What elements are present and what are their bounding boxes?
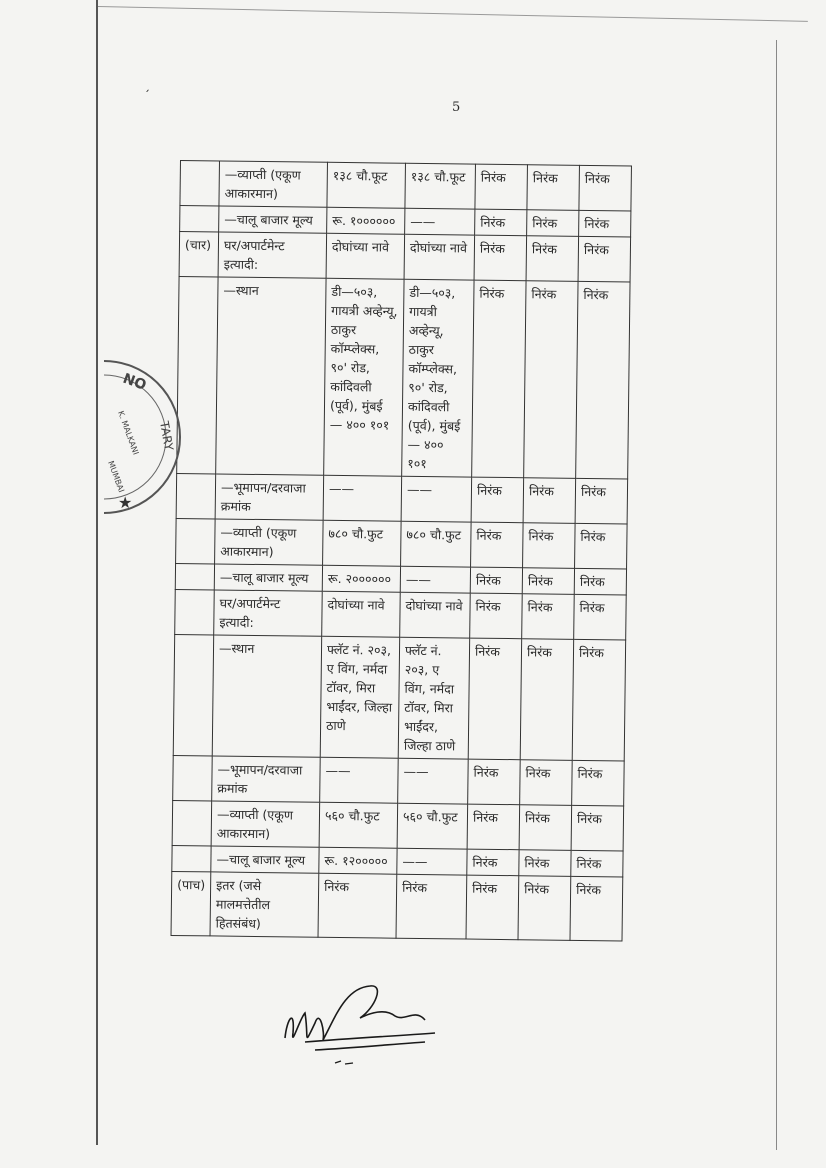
col-applicant-cell: दोघांच्या नावे: [322, 591, 401, 637]
col-dependent3-cell: निरंक: [572, 760, 625, 806]
page-edge-right: [776, 40, 777, 1150]
row-description-cell: —व्याप्ती (एकूण आकारमान): [219, 161, 328, 207]
table-row: [177, 276, 630, 478]
col-spouse-cell: डी—५०३, गायत्री अव्हेन्यू, ठाकुर कॉम्प्लेक्स, ९०' रोड, कांदिवली (पूर्व), मुंबई — ४०० १०१: [402, 279, 474, 477]
row-description-cell: घर/अपार्टमेन्ट इत्यादी:: [214, 590, 323, 636]
row-number-cell: [175, 589, 215, 634]
col-spouse-cell: ——: [405, 208, 475, 235]
col-dependent1-cell: निरंक: [470, 567, 522, 594]
col-dependent1-cell: निरंक: [474, 235, 527, 281]
table-row: [179, 232, 631, 283]
col-dependent2-cell: निरंक: [527, 210, 579, 237]
row-number-cell: [180, 161, 220, 206]
svg-text:K. MALKANI: K. MALKANI: [116, 409, 141, 456]
row-description-cell: —भूमापन/दरवाजा क्रमांक: [212, 756, 321, 802]
col-applicant-cell: निरंक: [318, 873, 397, 938]
row-number-cell: [172, 800, 212, 845]
svg-text:NO: NO: [120, 370, 149, 394]
col-dependent2-cell: निरंक: [522, 568, 574, 595]
col-dependent2-cell: निरंक: [524, 281, 578, 479]
row-number-cell: (चार): [179, 232, 219, 277]
table-row: [175, 589, 627, 640]
col-dependent1-cell: निरंक: [475, 209, 527, 236]
row-description-cell: —भूमापन/दरवाजा क्रमांक: [215, 474, 324, 520]
col-dependent3-cell: निरंक: [570, 876, 623, 941]
col-applicant-cell: ——: [320, 757, 399, 803]
col-applicant-cell: रू. २००००००: [322, 565, 400, 592]
col-applicant-cell: ५६० चौ.फुट: [319, 802, 398, 848]
col-dependent2-cell: निरंक: [520, 639, 573, 761]
table-row: [180, 161, 632, 212]
col-dependent1-cell: निरंक: [467, 849, 519, 876]
col-spouse-cell: ——: [401, 476, 472, 522]
col-dependent2-cell: निरंक: [518, 876, 571, 941]
row-description-cell: —व्याप्ती (एकूण आकारमान): [215, 519, 324, 565]
svg-text:MUMBAI: MUMBAI: [106, 459, 126, 494]
signature: [275, 978, 445, 1068]
col-dependent2-cell: निरंक: [526, 236, 579, 282]
col-applicant-cell: दोघांच्या नावे: [326, 233, 405, 279]
row-number-cell: (पाच): [171, 871, 211, 935]
col-dependent1-cell: निरंक: [471, 477, 524, 523]
col-dependent3-cell: निरंक: [578, 236, 631, 282]
row-description-cell: —स्थान: [212, 635, 321, 757]
col-dependent1-cell: निरंक: [468, 638, 521, 760]
svg-text:TARY: TARY: [157, 420, 176, 452]
asset-table: [171, 160, 632, 941]
col-dependent1-cell: निरंक: [470, 593, 523, 639]
col-dependent2-cell: निरंक: [523, 523, 576, 569]
row-number-cell: [173, 634, 214, 755]
row-description-cell: इतर (जसे मालमत्तेतील हितसंबंध): [210, 872, 319, 937]
col-spouse-cell: ——: [398, 758, 469, 804]
page-top-edge: [98, 6, 808, 22]
table-row: [171, 871, 623, 941]
page-number: 5: [452, 100, 461, 115]
col-dependent3-cell: निरंक: [575, 523, 628, 569]
table-row: [173, 755, 625, 806]
col-applicant-cell: ७८० चौ.फुट: [323, 520, 402, 566]
col-dependent1-cell: निरंक: [468, 759, 521, 805]
row-number-cell: [172, 845, 211, 871]
table-row: [176, 518, 628, 569]
col-dependent1-cell: निरंक: [475, 164, 528, 210]
col-dependent3-cell: निरंक: [574, 568, 626, 595]
col-spouse-cell: दोघांच्या नावे: [404, 234, 475, 280]
col-dependent3-cell: निरंक: [579, 210, 631, 237]
table-row: [172, 800, 624, 851]
col-spouse-cell: ——: [397, 848, 467, 875]
col-dependent3-cell: निरंक: [574, 594, 627, 640]
table-row: [176, 473, 628, 524]
row-description-cell: —चालू बाजार मूल्य: [219, 206, 327, 233]
col-applicant-cell: फ्लॅट नं. २०३, ए विंग, नर्मदा टॉवर, मिरा भाईंदर, जिल्हा ठाणे: [320, 636, 399, 758]
notary-stamp: [104, 352, 188, 522]
col-applicant-cell: रू. १२०००००: [319, 847, 397, 874]
row-description-cell: —चालू बाजार मूल्य: [211, 846, 319, 873]
col-dependent3-cell: निरंक: [572, 639, 625, 761]
row-description-cell: —स्थान: [216, 277, 326, 475]
col-spouse-cell: ——: [400, 566, 470, 593]
col-dependent3-cell: निरंक: [571, 805, 624, 851]
col-spouse-cell: ५६० चौ.फुट: [397, 803, 468, 849]
col-applicant-cell: १३८ चौ.फूट: [327, 162, 406, 208]
col-dependent3-cell: निरंक: [579, 165, 632, 211]
table-row: [173, 634, 625, 761]
row-number-cell: [175, 563, 214, 589]
col-spouse-cell: १३८ चौ.फूट: [405, 163, 476, 209]
col-dependent1-cell: निरंक: [472, 280, 526, 478]
col-applicant-cell: ——: [323, 475, 402, 521]
col-dependent2-cell: निरंक: [522, 594, 575, 640]
col-dependent1-cell: निरंक: [471, 522, 524, 568]
col-dependent2-cell: निरंक: [527, 165, 580, 211]
row-number-cell: [173, 755, 213, 800]
col-applicant-cell: डी—५०३, गायत्री अव्हेन्यू, ठाकुर कॉम्प्लेक्स, ९०' रोड, कांदिवली (पूर्व), मुंबई — ४०० १०१: [324, 278, 404, 476]
col-spouse-cell: निरंक: [396, 874, 467, 939]
row-description-cell: —व्याप्ती (एकूण आकारमान): [211, 801, 320, 847]
col-spouse-cell: ७८० चौ.फुट: [401, 521, 472, 567]
col-dependent1-cell: निरंक: [466, 875, 519, 940]
col-dependent2-cell: निरंक: [519, 850, 571, 877]
pen-mark: ˏ: [144, 78, 150, 92]
row-number-cell: [176, 518, 216, 563]
col-spouse-cell: फ्लॅट नं. २०३, ए विंग, नर्मदा टॉवर, मिरा भाईंदर, जिल्हा ठाणे: [398, 637, 469, 759]
col-dependent2-cell: निरंक: [523, 478, 576, 524]
page-edge-left: [96, 0, 98, 1145]
col-dependent2-cell: निरंक: [519, 805, 572, 851]
col-dependent3-cell: निरंक: [571, 850, 623, 877]
col-applicant-cell: रू. १००००००: [327, 207, 405, 234]
col-spouse-cell: दोघांच्या नावे: [400, 592, 471, 638]
col-dependent2-cell: निरंक: [520, 760, 573, 806]
col-dependent3-cell: निरंक: [576, 281, 630, 479]
row-number-cell: [180, 206, 219, 232]
col-dependent3-cell: निरंक: [575, 478, 628, 524]
col-dependent1-cell: निरंक: [467, 804, 520, 850]
row-description-cell: —चालू बाजार मूल्य: [214, 564, 322, 591]
svg-text:★: ★: [118, 493, 133, 512]
row-description-cell: घर/अपार्टमेन्ट इत्यादी:: [218, 232, 327, 278]
